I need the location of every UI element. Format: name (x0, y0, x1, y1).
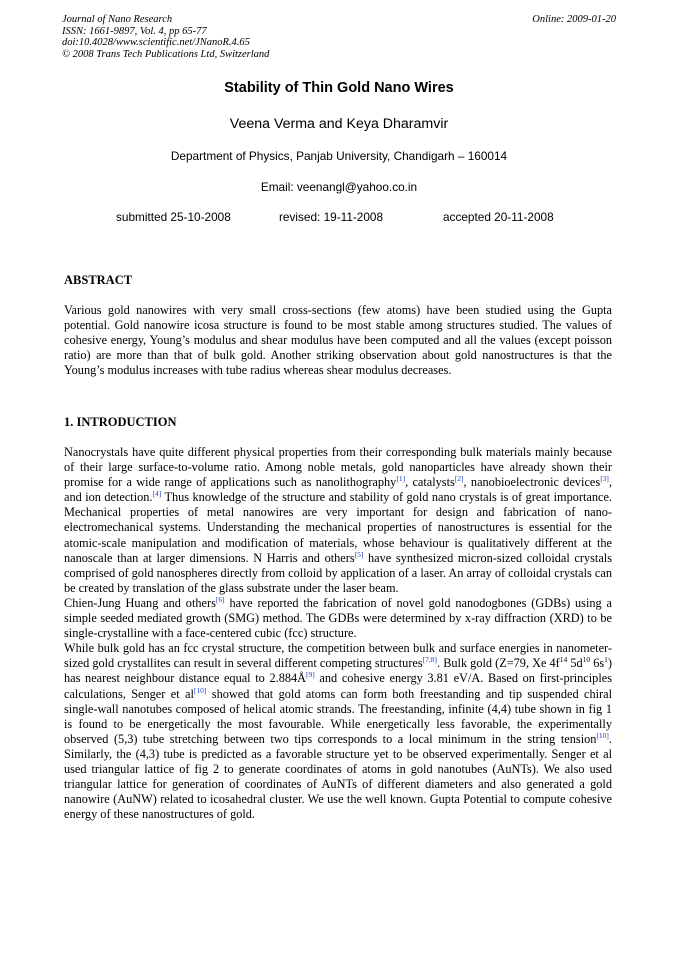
online-date: Online: 2009-01-20 (532, 14, 616, 25)
journal-name: Journal of Nano Research (62, 14, 173, 25)
abstract-text: Various gold nanowires with very small cross-sections (few atoms) have been studied using the Gupta potential. Gold nanowire icosa structure is found to be most stable among structures studied. The values of cohesive energy, Young’s modulus and shear modulus have been computed and all the values (except poisson ratio) are more than that of bulk gold. Another striking observation about gold nanostructures is that the Young’s modulus increases with tube radius whereas shear modulus decreases. (64, 303, 612, 378)
superscript-10: 10 (582, 655, 591, 665)
author-affiliation: Department of Physics, Panjab University, Chandigarh – 160014 (170, 149, 508, 163)
journal-copyright: © 2008 Trans Tech Publications Ltd, Switzerland (62, 48, 270, 60)
citation-7-8[interactable]: [7,8] (422, 655, 438, 665)
intro-paragraph-3: While bulk gold has an fcc crystal structure, the competition between bulk and surface energies in nanometer-sized gold crystallites can result in several different competing structures[7,8]. Bulk gold (Z=79, Xe $4f^{14}$ $5d^{10}$ $6s^1$) has nearest neighbour distance equal to 2.884Å[9] and cohesive energy 3.81 eV/A. Based on first-principles calculations, Senger et al[10] showed that gold atoms can form both freestanding and tip suspended chiral single-wall nanotubes composed of helical atomic strands. The freestanding, infinite (4,4) tube shown in fig 1 is found to be energetically the most favourable. While energetically less favorable, the experimentally observed (5,3) tube stretching between two tips corresponds to a local minimum in the string tension[10]. Similarly, the (4,3) tube is predicted as a favorable structure yet to be observed experimentally. Senger et al used triangular lattice of fig 2 to generate coordinates of atoms in gold nanotubes (AuNTs). We also used triangular lattice for generation of coordinates of AuNTs of different diameters and also generated a gold nanowire (AuNW) related to icosahedral cluster. We use the well known. Gupta Potential to compute cohesive energy of these nanostructures of gold. (64, 641, 613, 822)
citation-9[interactable]: [9] (306, 670, 315, 680)
superscript-14: 14 (559, 655, 568, 665)
intro-paragraph-2: Chien-Jung Huang and others[6] have reported the fabrication of novel gold nanodogbones (GDBs) using a simple seeded mediated growth (SMG) method. The GDBs were determined by x-ray diffraction (XRD) to be single-crystalline with a face-centered cubic (fcc) structure. (64, 594, 612, 641)
revised-date: revised: 19-11-2008 (279, 210, 384, 224)
citation-10-second[interactable]: [10] (596, 730, 609, 740)
citation-4[interactable]: [4] (152, 489, 162, 499)
citation-6[interactable]: [6] (215, 594, 225, 604)
journal-issn: ISSN: 1661-9897, Vol. 4, pp 65-77 (62, 25, 207, 37)
superscript-1: 1 (604, 655, 608, 665)
submitted-date: submitted 25-10-2008 (116, 210, 231, 224)
journal-header (62, 14, 269, 60)
citation-5[interactable]: [5] (354, 549, 364, 559)
citation-3[interactable]: [3] (600, 474, 609, 484)
introduction-heading: 1. INTRODUCTION (64, 415, 177, 429)
journal-doi: doi:10.4028/www.scientific.net/JNanoR.4.65 (62, 37, 250, 49)
intro-paragraph-1: Nanocrystals have quite different physical properties from their corresponding bulk materials mainly because of their large surface-to-volume ratio. Among noble metals, gold nanoparticles have already shown their promise for a wide range of applications such as nanolithography[1], catalysts[2], nanobioelectronic devices[3], and ion detection.[4] Thus knowledge of the structure and stability of gold nano crystals is of great importance. Mechanical properties of metal nanowires are very important for design and fabrication of nano-electromechanical systems. Understanding the mechanical properties of nanostructures is essential for the atomic-scale manipulation and modification of materials, whose behaviour is qualitatively different at the nanoscale than at larger dimensions. N Harris and others[5] have synthesized micron-sized colloidal crystals comprised of gold nanospheres directly from colloid by application of a laser. An array of colloidal crystals can be created by translation of the glass substrate under the laser beam. (64, 445, 613, 595)
paper-title: Stability of Thin Gold Nano Wires (224, 80, 454, 96)
abstract-heading: ABSTRACT (64, 273, 133, 287)
paper-authors: Veena Verma and Keya Dharamvir (229, 116, 449, 132)
author-email: Email: veenangl@yahoo.co.in (260, 180, 418, 194)
introduction-body (64, 445, 612, 822)
accepted-date: accepted 20-11-2008 (443, 210, 554, 224)
citation-1[interactable]: [1] (396, 474, 406, 484)
citation-2[interactable]: [2] (454, 474, 464, 484)
citation-10[interactable]: [10] (193, 685, 207, 695)
